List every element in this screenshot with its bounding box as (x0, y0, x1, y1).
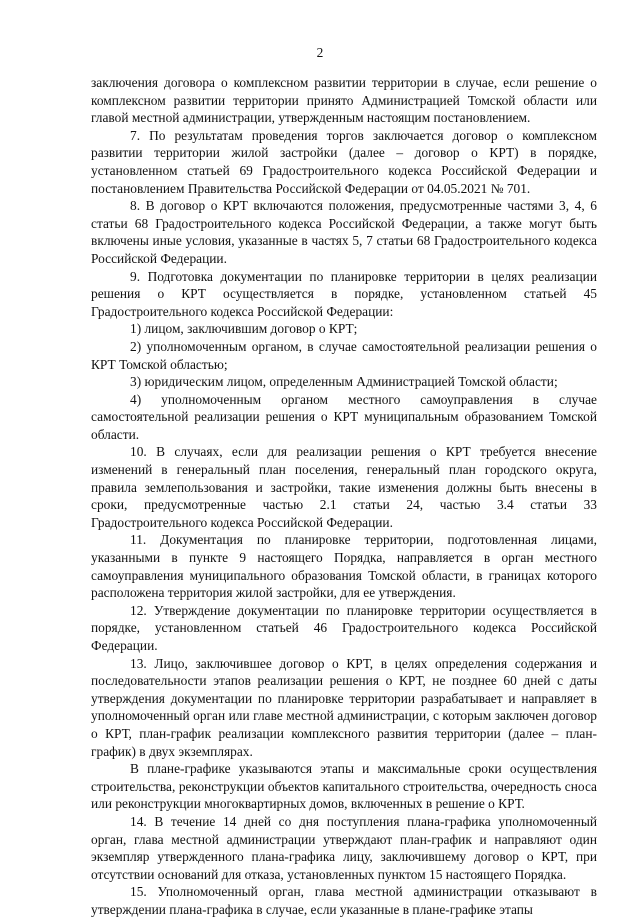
paragraph-7: 7. По результатам проведения торгов заключается договор о комплексном развитии территории жилой застройки (далее – договор о КРТ) в порядке, установленном статьей 69 Градостроительного кодекса Российской Федерации и постановлением Правительства Российской Федерации от 04.05.2021 № 701. (91, 127, 597, 196)
paragraph-9: 9. Подготовка документации по планировке территории в целях реализации решения о КРТ осуществляется в порядке, установленном статьей 45 Градостроительного кодекса Российской Федерации: (91, 268, 597, 319)
list-item-9-4: 4) уполномоченным органом местного самоуправления в случае самостоятельной реализации решения о КРТ муниципальным образованием Томской области. (91, 391, 597, 442)
paragraph-8: 8. В договор о КРТ включаются положения, предусмотренные частями 3, 4, 6 статьи 68 Градостроительного кодекса Российской Федерации, а также могут быть включены иные условия, указанные в частях 5, 7 статьи 68 Градостроительного кодекса Российской Федерации. (91, 198, 597, 266)
document-body (91, 74, 597, 919)
list-item-9-2: 2) уполномоченным органом, в случае самостоятельной реализации решения о КРТ Томской областью; (91, 338, 597, 372)
paragraph-continuation: заключения договора о комплексном развитии территории в случае, если решение о комплексном развитии территории принято Администрацией Томской области или главой местной администрации, утвержденным настоящим постановлением. (91, 75, 597, 126)
paragraph-15: 15. Уполномоченный орган, глава местной администрации отказывают в утверждении плана-графика в случае, если указанные в плане-графике этапы (91, 884, 597, 917)
paragraph-12: 12. Утверждение документации по планировке территории осуществляется в порядке, установленном статьей 46 Градостроительного кодекса Российской Федерации. (91, 602, 597, 653)
paragraph-11: 11. Документация по планировке территории, подготовленная лицами, указанными в пункте 9 настоящего Порядка, направляется в орган местного самоуправления муниципального образования Томской области, в границах которого расположена территория жилой застройки, для ее утверждения. (91, 532, 597, 601)
list-item-9-3: 3) юридическим лицом, определенным Администрацией Томской области; (130, 374, 558, 390)
paragraph-10: 10. В случаях, если для реализации решения о КРТ требуется внесение изменений в генеральный план поселения, генеральный план городского округа, правила землепользования и застройки, такие изменения должны быть внесены в сроки, предусмотренные частью 2.1 статьи 24, частью 3.4 статьи 33 Градостроительного кодекса Российской Федерации. (91, 444, 597, 530)
page-number: 2 (316, 45, 324, 60)
paragraph-14: 14. В течение 14 дней со дня поступления плана-графика уполномоченный орган, глава местной администрации утверждают план-график и направляют один экземпляр утвержденного плана-графика лицу, заключившему договор о КРТ, при отсутствии оснований для отказа, установленных пунктом 15 настоящего Порядка. (91, 813, 597, 882)
paragraph-13: 13. Лицо, заключившее договор о КРТ, в целях определения содержания и последовательности этапов реализации решения о КРТ, не позднее 60 дней с даты утверждения документации по планировке территории разрабатывает и направляет в уполномоченный орган или главе местной администрации, с которым заключен договор о КРТ, план-график реализации комплексного развития территории (далее – план-график) в двух экземплярах. (91, 655, 597, 759)
list-item-9-1: 1) лицом, заключившим договор о КРТ; (130, 321, 358, 337)
paragraph-13-schedule: В плане-графике указываются этапы и максимальные сроки осуществления строительства, реконструкции объектов капитального строительства, очередность сноса или реконструкции многоквартирных домов, включенных в решение о КРТ. (91, 761, 597, 812)
